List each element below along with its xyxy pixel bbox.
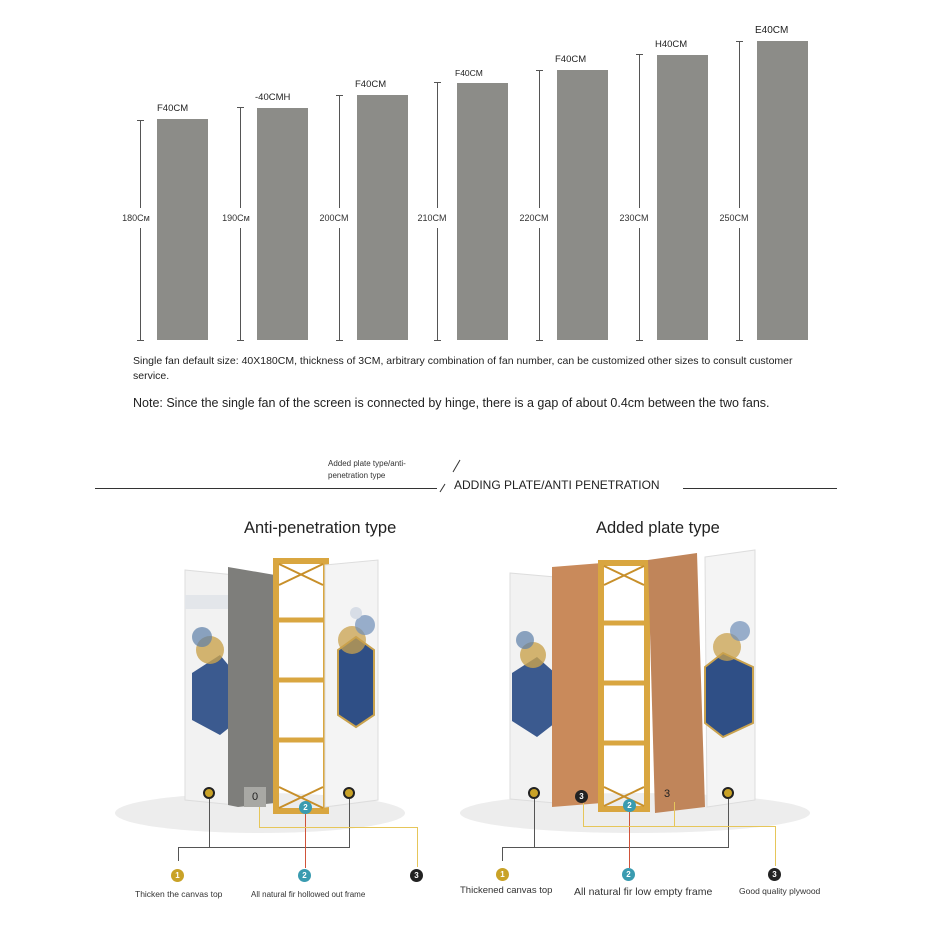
width-label: E40CM bbox=[755, 25, 789, 36]
gray-panel-marker: 0 bbox=[244, 787, 266, 807]
leader-line bbox=[775, 826, 776, 866]
dimension-tick bbox=[336, 340, 343, 341]
leader-line bbox=[502, 847, 503, 861]
divider-main-label: ADDING PLATE/ANTI PENETRATION bbox=[454, 478, 660, 492]
height-dimension-line bbox=[639, 54, 640, 340]
leader-line bbox=[305, 814, 306, 868]
screen-panel bbox=[757, 41, 808, 340]
dimension-tick bbox=[237, 107, 244, 108]
callout-label-3: Good quality plywood bbox=[739, 886, 821, 896]
callout-badge-2-icon: 2 bbox=[299, 801, 312, 814]
size-description: Single fan default size: 40X180CM, thickness of 3CM, arbitrary combination of fan number, can be customized other sizes to consult customer service. bbox=[133, 355, 793, 382]
anti-penetration-title: Anti-penetration type bbox=[244, 519, 397, 537]
screen-panel bbox=[357, 95, 408, 340]
dimension-tick bbox=[237, 340, 244, 341]
height-dimension-line bbox=[539, 70, 540, 340]
height-label: 220CM bbox=[511, 208, 557, 228]
hinge-note: Note: Since the single fan of the screen is connected by hinge, there is a gap of about 0.4cm between the two fans. bbox=[133, 396, 770, 410]
height-label: 200CM bbox=[311, 208, 357, 228]
leader-line bbox=[259, 827, 417, 828]
plywood-marker: 3 bbox=[664, 788, 671, 800]
dimension-tick bbox=[536, 70, 543, 71]
height-label: 180Cм bbox=[114, 208, 158, 228]
callout-label-1: Thicken the canvas top bbox=[135, 889, 223, 899]
width-label: F40CM bbox=[555, 54, 587, 65]
dimension-tick bbox=[736, 340, 743, 341]
added-plate-title: Added plate type bbox=[596, 519, 720, 537]
leader-line bbox=[349, 799, 350, 847]
screen-panel bbox=[657, 55, 708, 340]
divider-line-left bbox=[95, 488, 437, 489]
callout-dot-1 bbox=[528, 787, 540, 799]
leader-line bbox=[178, 847, 210, 848]
leader-line bbox=[728, 799, 729, 847]
leader-line bbox=[534, 847, 729, 848]
height-dimension-line bbox=[140, 120, 141, 340]
leader-line bbox=[583, 803, 584, 826]
screen-panel bbox=[257, 108, 308, 340]
height-dimension-line bbox=[739, 41, 740, 340]
divider-small-label: Added plate type/anti-penetration type bbox=[328, 459, 406, 480]
leader-line bbox=[674, 802, 675, 826]
width-label: F40CM bbox=[355, 79, 387, 90]
screen-panel bbox=[457, 83, 508, 340]
leader-line bbox=[629, 812, 630, 868]
leader-line bbox=[502, 847, 535, 848]
dimension-tick bbox=[434, 82, 441, 83]
height-label: 250CM bbox=[711, 208, 757, 228]
leader-line bbox=[178, 847, 179, 861]
leader-line bbox=[209, 799, 210, 847]
dimension-tick bbox=[137, 340, 144, 341]
callout-dot-1 bbox=[203, 787, 215, 799]
dimension-tick bbox=[536, 340, 543, 341]
callout-label-2: All natural fir hollowed out frame bbox=[251, 890, 366, 899]
callout-dot-3 bbox=[722, 787, 734, 799]
width-label: F40CM bbox=[455, 68, 483, 78]
dimension-tick bbox=[636, 54, 643, 55]
dimension-tick bbox=[636, 340, 643, 341]
height-label: 230CM bbox=[611, 208, 657, 228]
width-label: H40CM bbox=[655, 39, 688, 50]
height-label: 210CM bbox=[409, 208, 455, 228]
callout-dot-3 bbox=[343, 787, 355, 799]
callout-badge-2-icon: 2 bbox=[622, 868, 635, 881]
width-label: -40CMH bbox=[255, 92, 291, 103]
dimension-tick bbox=[137, 120, 144, 121]
callout-badge-3-icon: 3 bbox=[410, 869, 423, 882]
added-plate-illustration bbox=[455, 545, 835, 835]
callout-label-2: All natural fir low empty frame bbox=[574, 886, 713, 898]
divider-line-right bbox=[683, 488, 837, 489]
leader-line bbox=[583, 826, 775, 827]
leader-line bbox=[259, 807, 260, 827]
leader-line bbox=[417, 827, 418, 867]
callout-badge-2-icon: 2 bbox=[298, 869, 311, 882]
callout-badge-1-icon: 1 bbox=[496, 868, 509, 881]
leader-line bbox=[209, 847, 350, 848]
dimension-tick bbox=[736, 41, 743, 42]
dimension-tick bbox=[434, 340, 441, 341]
callout-badge-2-icon: 2 bbox=[623, 799, 636, 812]
height-label: 190Cм bbox=[214, 208, 258, 228]
callout-badge-3-icon: 3 bbox=[575, 790, 588, 803]
leader-line bbox=[534, 799, 535, 847]
screen-panel bbox=[157, 119, 208, 340]
screen-panel bbox=[557, 70, 608, 340]
callout-badge-1-icon: 1 bbox=[171, 869, 184, 882]
dimension-tick bbox=[336, 95, 343, 96]
callout-badge-3-icon: 3 bbox=[768, 868, 781, 881]
width-label: F40CM bbox=[157, 103, 189, 114]
callout-label-1: Thickened canvas top bbox=[460, 885, 553, 896]
